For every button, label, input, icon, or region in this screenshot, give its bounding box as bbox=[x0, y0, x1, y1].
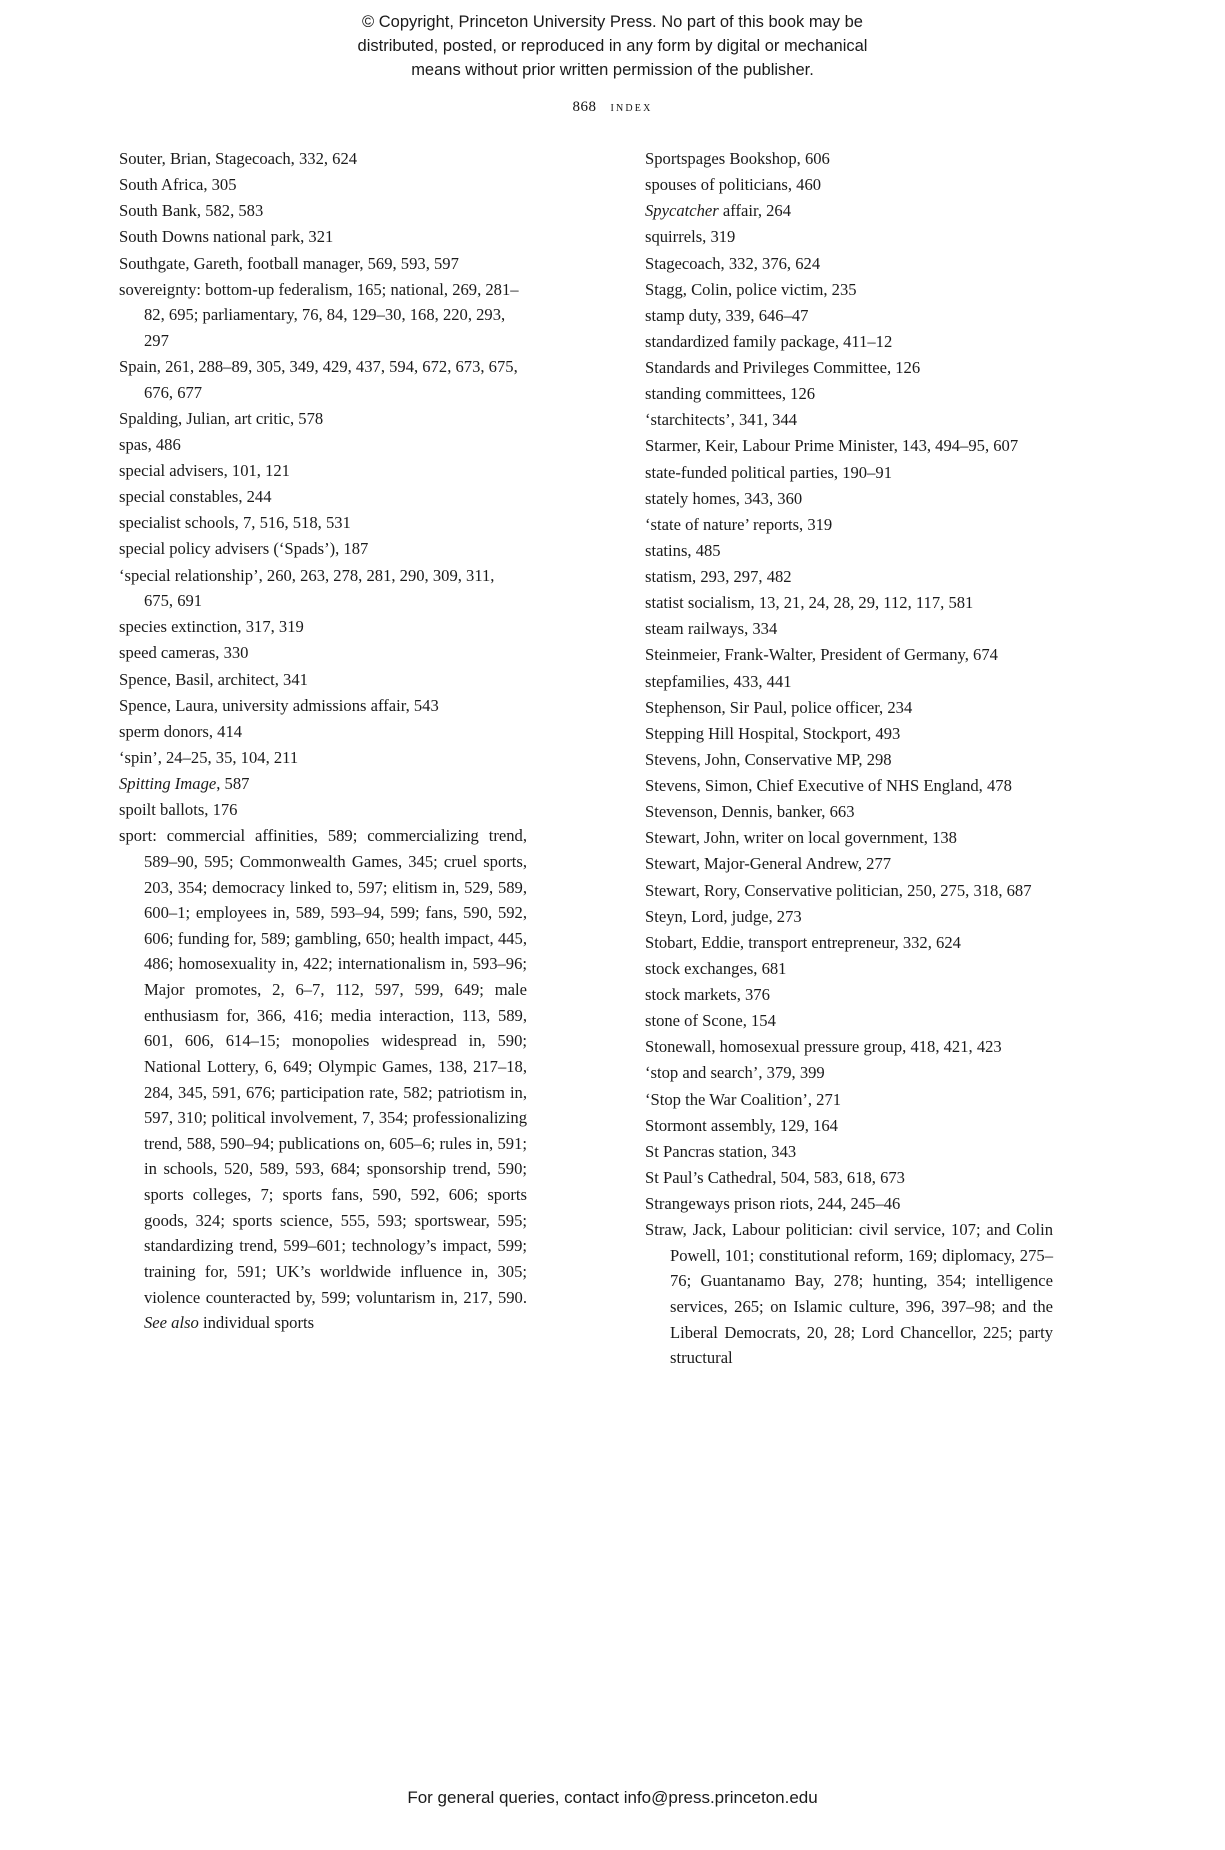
index-entry: Spain, 261, 288–89, 305, 349, 429, 437, 594, 672, 673, 675, 676, 677 bbox=[119, 357, 518, 402]
index-entry: special advisers, 101, 121 bbox=[119, 461, 290, 480]
index-entry: St Pancras station, 343 bbox=[645, 1141, 797, 1161]
index-entry: Stewart, Rory, Conservative politician, 250, 275, 318, 687 bbox=[645, 880, 1032, 900]
page-number: 868 bbox=[572, 99, 597, 115]
index-entry: stock markets, 376 bbox=[645, 985, 770, 1004]
index-entry: sovereignty: bottom-up federalism, 165; national, 269, 281–82, 695; parliamentary, 76, 84, 129–30, 168, 220, 293, 297 bbox=[119, 279, 519, 350]
index-entry: Spalding, Julian, art critic, 578 bbox=[119, 408, 324, 428]
index-entry: spoilt ballots, 176 bbox=[119, 800, 238, 820]
index-entry: ‘starchitects’, 341, 344 bbox=[645, 410, 798, 430]
copyright-line-1: © Copyright, Princeton University Press. No part of this book may be bbox=[362, 13, 863, 31]
index-entry: statist socialism, 13, 21, 24, 28, 29, 112, 117, 581 bbox=[645, 593, 974, 613]
index-entry: South Bank, 582, 583 bbox=[119, 201, 264, 221]
index-entry: South Downs national park, 321 bbox=[119, 227, 334, 247]
index-entry: state-funded political parties, 190–91 bbox=[645, 462, 892, 482]
index-entry: sport: commercial affinities, 589; commercializing trend, 589–90, 595; Commonwealth Games, 345; cruel sports, 203, 354; democracy linked to, 597; elitism in, 529, 589, 600–1; employees in, 589, 593–94, 599; fans, 590, 592, 606; funding for, 589; gambling, 650; health impact, 445, 486; homosexuality in, 422; internationalism in, 593–96; Major promotes, 2, 6–7, 112, 597, 599, 649; male enthusiasm for, 366, 416; media interaction, 113, 589, 601, 606, 614–15; monopolies widespread in, 590; National Lottery, 6, 649; Olympic Games, 138, 217–18, 284, 345, 591, 676; participation rate, 582; patriotism in, 597, 310; political involvement, 7, 354; professionalizing trend, 588, 590–94; publications on, 605–6; rules in, 591; in schools, 520, 589, 593, 684; sponsorship trend, 590; sports colleges, 7; sports fans, 590, 592, 606; sports goods, 324; sports science, 555, 593; sportswear, 595; standardizing trend, 599–601; technology’s impact, 599; training for, 591; UK’s worldwide influence in, 305; violence counteracted by, 599; voluntarism in, 217, 590. See also individual sports bbox=[119, 826, 527, 1333]
index-entry: Sportspages Bookshop, 606 bbox=[645, 149, 830, 168]
index-entry: Southgate, Gareth, football manager, 569, 593, 597 bbox=[119, 253, 459, 273]
index-entry: standardized family package, 411–12 bbox=[645, 331, 893, 351]
index-entry: Stewart, Major-General Andrew, 277 bbox=[645, 854, 892, 874]
index-entry: Stephenson, Sir Paul, police officer, 234 bbox=[645, 697, 913, 717]
index-entry: special constables, 244 bbox=[119, 487, 272, 507]
index-entry: Straw, Jack, Labour politician: civil service, 107; and Colin Powell, 101; constitutional reform, 169; diplomacy, 275–76; Guantanamo Bay, 278; hunting, 354; intelligence services, 265; on Islamic culture, 396, 397–98; and the Liberal Democrats, 20, 28; Lord Chancellor, 225; party structural bbox=[645, 1220, 1053, 1368]
page-footer: For general queries, contact info@press.princeton.edu bbox=[407, 1788, 818, 1807]
index-entry: Standards and Privileges Committee, 126 bbox=[645, 358, 921, 377]
index-entry: ‘Stop the War Coalition’, 271 bbox=[645, 1089, 842, 1109]
index-entry: St Paul’s Cathedral, 504, 583, 618, 673 bbox=[645, 1167, 905, 1187]
index-column-left bbox=[119, 146, 527, 1371]
index-entry: Steinmeier, Frank-Walter, President of Germany, 674 bbox=[645, 645, 998, 665]
index-entry: Souter, Brian, Stagecoach, 332, 624 bbox=[119, 149, 358, 168]
index-entry: stamp duty, 339, 646–47 bbox=[645, 305, 809, 325]
index-entry: Strangeways prison riots, 244, 245–46 bbox=[645, 1194, 901, 1213]
index-entry: Starmer, Keir, Labour Prime Minister, 143, 494–95, 607 bbox=[645, 436, 1019, 456]
index-entry: sperm donors, 414 bbox=[119, 721, 243, 741]
index-entry: speed cameras, 330 bbox=[119, 643, 249, 663]
index-entry: stepfamilies, 433, 441 bbox=[645, 671, 792, 691]
index-entry: Stepping Hill Hospital, Stockport, 493 bbox=[645, 723, 901, 743]
index-entry: Stonewall, homosexual pressure group, 418, 421, 423 bbox=[645, 1037, 1002, 1057]
index-entry: statism, 293, 297, 482 bbox=[645, 567, 792, 586]
index-column-right bbox=[645, 146, 1053, 1371]
index-entry: stock exchanges, 681 bbox=[645, 958, 787, 978]
index-entry: statins, 485 bbox=[645, 540, 721, 560]
index-entry: ‘special relationship’, 260, 263, 278, 281, 290, 309, 311, 675, 691 bbox=[119, 565, 495, 611]
index-entry: Stewart, John, writer on local government, 138 bbox=[645, 828, 957, 848]
index-entry: Stagg, Colin, police victim, 235 bbox=[645, 279, 857, 299]
index-entry: squirrels, 319 bbox=[645, 227, 736, 247]
italic-title: Spitting Image bbox=[119, 774, 217, 793]
index-entry: Stagecoach, 332, 376, 624 bbox=[645, 253, 821, 273]
index-entry: ‘state of nature’ reports, 319 bbox=[645, 514, 833, 534]
index-entry: stone of Scone, 154 bbox=[645, 1011, 776, 1031]
index-entry: spouses of politicians, 460 bbox=[645, 175, 822, 195]
index-entry: Spitting Image, 587 bbox=[119, 774, 250, 793]
index-entry: Stobart, Eddie, transport entrepreneur, 332, 624 bbox=[645, 932, 961, 952]
index-columns bbox=[119, 146, 1119, 1371]
index-entry: specialist schools, 7, 516, 518, 531 bbox=[119, 513, 351, 533]
index-entry: Spence, Laura, university admissions affair, 543 bbox=[119, 695, 439, 715]
index-entry: Spence, Basil, architect, 341 bbox=[119, 669, 308, 689]
index-entry: Stevenson, Dennis, banker, 663 bbox=[645, 802, 855, 822]
index-entry: ‘spin’, 24–25, 35, 104, 211 bbox=[119, 747, 299, 767]
italic-cross-reference: See also bbox=[144, 1313, 199, 1333]
index-entry: species extinction, 317, 319 bbox=[119, 617, 304, 637]
running-head bbox=[0, 99, 1225, 116]
index-entry: steam railways, 334 bbox=[645, 619, 778, 639]
index-entry: special policy advisers (‘Spads’), 187 bbox=[119, 539, 369, 559]
index-entry: Stevens, Simon, Chief Executive of NHS England, 478 bbox=[645, 776, 1012, 795]
index-entry: South Africa, 305 bbox=[119, 175, 237, 195]
copyright-notice bbox=[0, 11, 1225, 83]
index-entry: stately homes, 343, 360 bbox=[645, 488, 803, 508]
index-entry: Stevens, John, Conservative MP, 298 bbox=[645, 749, 892, 769]
index-entry: Steyn, Lord, judge, 273 bbox=[645, 906, 802, 926]
index-entry: spas, 486 bbox=[119, 434, 181, 454]
index-entry: Spycatcher affair, 264 bbox=[645, 201, 792, 221]
copyright-line-2: distributed, posted, or reproduced in any form by digital or mechanical bbox=[357, 36, 868, 55]
index-entry: ‘stop and search’, 379, 399 bbox=[645, 1063, 825, 1083]
index-entry: standing committees, 126 bbox=[645, 384, 816, 404]
copyright-line-3: means without prior written permission of the publisher. bbox=[411, 60, 814, 79]
index-entry: Stormont assembly, 129, 164 bbox=[645, 1115, 838, 1135]
italic-title: Spycatcher bbox=[645, 201, 719, 221]
running-head-label: index bbox=[610, 100, 653, 115]
